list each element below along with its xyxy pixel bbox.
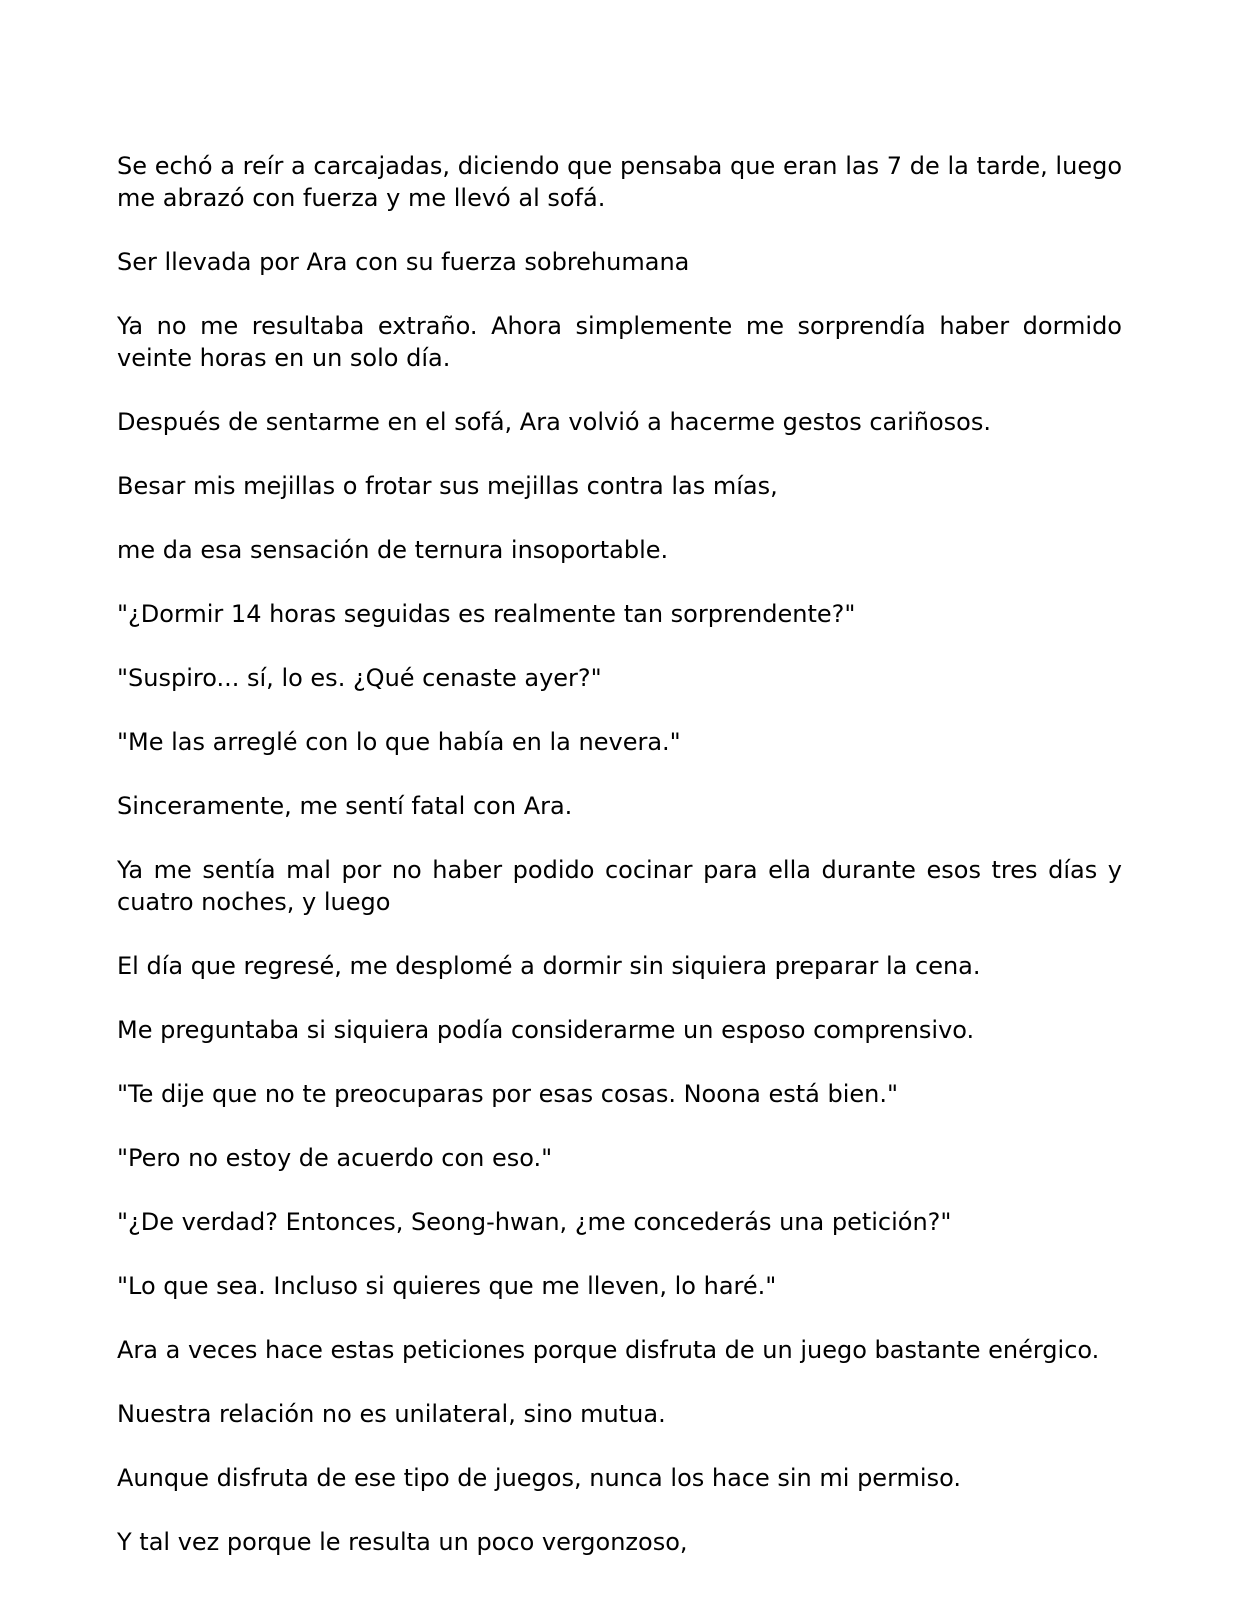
paragraph: "¿Dormir 14 horas seguidas es realmente tan sorprendente?" <box>117 600 856 628</box>
paragraph: Se echó a reír a carcajadas, diciendo que pensaba que eran las 7 de la tarde, luego me abrazó con fuerza y me llevó al sofá. <box>117 152 1122 212</box>
paragraph: Me preguntaba si siquiera podía considerarme un esposo comprensivo. <box>117 1016 975 1044</box>
paragraph: Después de sentarme en el sofá, Ara volvió a hacerme gestos cariñosos. <box>117 408 991 436</box>
paragraph: "Te dije que no te preocuparas por esas cosas. Noona está bien." <box>117 1080 899 1108</box>
paragraph: Nuestra relación no es unilateral, sino mutua. <box>117 1400 666 1428</box>
document-body <box>117 150 1122 1590</box>
paragraph: Aunque disfruta de ese tipo de juegos, nunca los hace sin mi permiso. <box>117 1464 961 1492</box>
paragraph: Y tal vez porque le resulta un poco vergonzoso, <box>117 1528 688 1556</box>
paragraph: "¿De verdad? Entonces, Seong-hwan, ¿me concederás una petición?" <box>117 1208 952 1236</box>
paragraph: Ya no me resultaba extraño. Ahora simplemente me sorprendía haber dormido veinte horas en un solo día. <box>117 312 1122 372</box>
paragraph: "Pero no estoy de acuerdo con eso." <box>117 1144 553 1172</box>
paragraph: El día que regresé, me desplomé a dormir sin siquiera preparar la cena. <box>117 952 981 980</box>
paragraph: Ara a veces hace estas peticiones porque disfruta de un juego bastante enérgico. <box>117 1336 1100 1364</box>
paragraph: Besar mis mejillas o frotar sus mejillas contra las mías, <box>117 472 778 500</box>
paragraph: "Me las arreglé con lo que había en la nevera." <box>117 728 681 756</box>
paragraph: Ser llevada por Ara con su fuerza sobrehumana <box>117 248 690 276</box>
paragraph: "Suspiro... sí, lo es. ¿Qué cenaste ayer?" <box>117 664 602 692</box>
paragraph: me da esa sensación de ternura insoportable. <box>117 536 669 564</box>
paragraph: "Lo que sea. Incluso si quieres que me lleven, lo haré." <box>117 1272 777 1300</box>
paragraph: Ya me sentía mal por no haber podido cocinar para ella durante esos tres días y cuatro noches, y luego <box>117 856 1122 916</box>
paragraph: Sinceramente, me sentí fatal con Ara. <box>117 792 573 820</box>
